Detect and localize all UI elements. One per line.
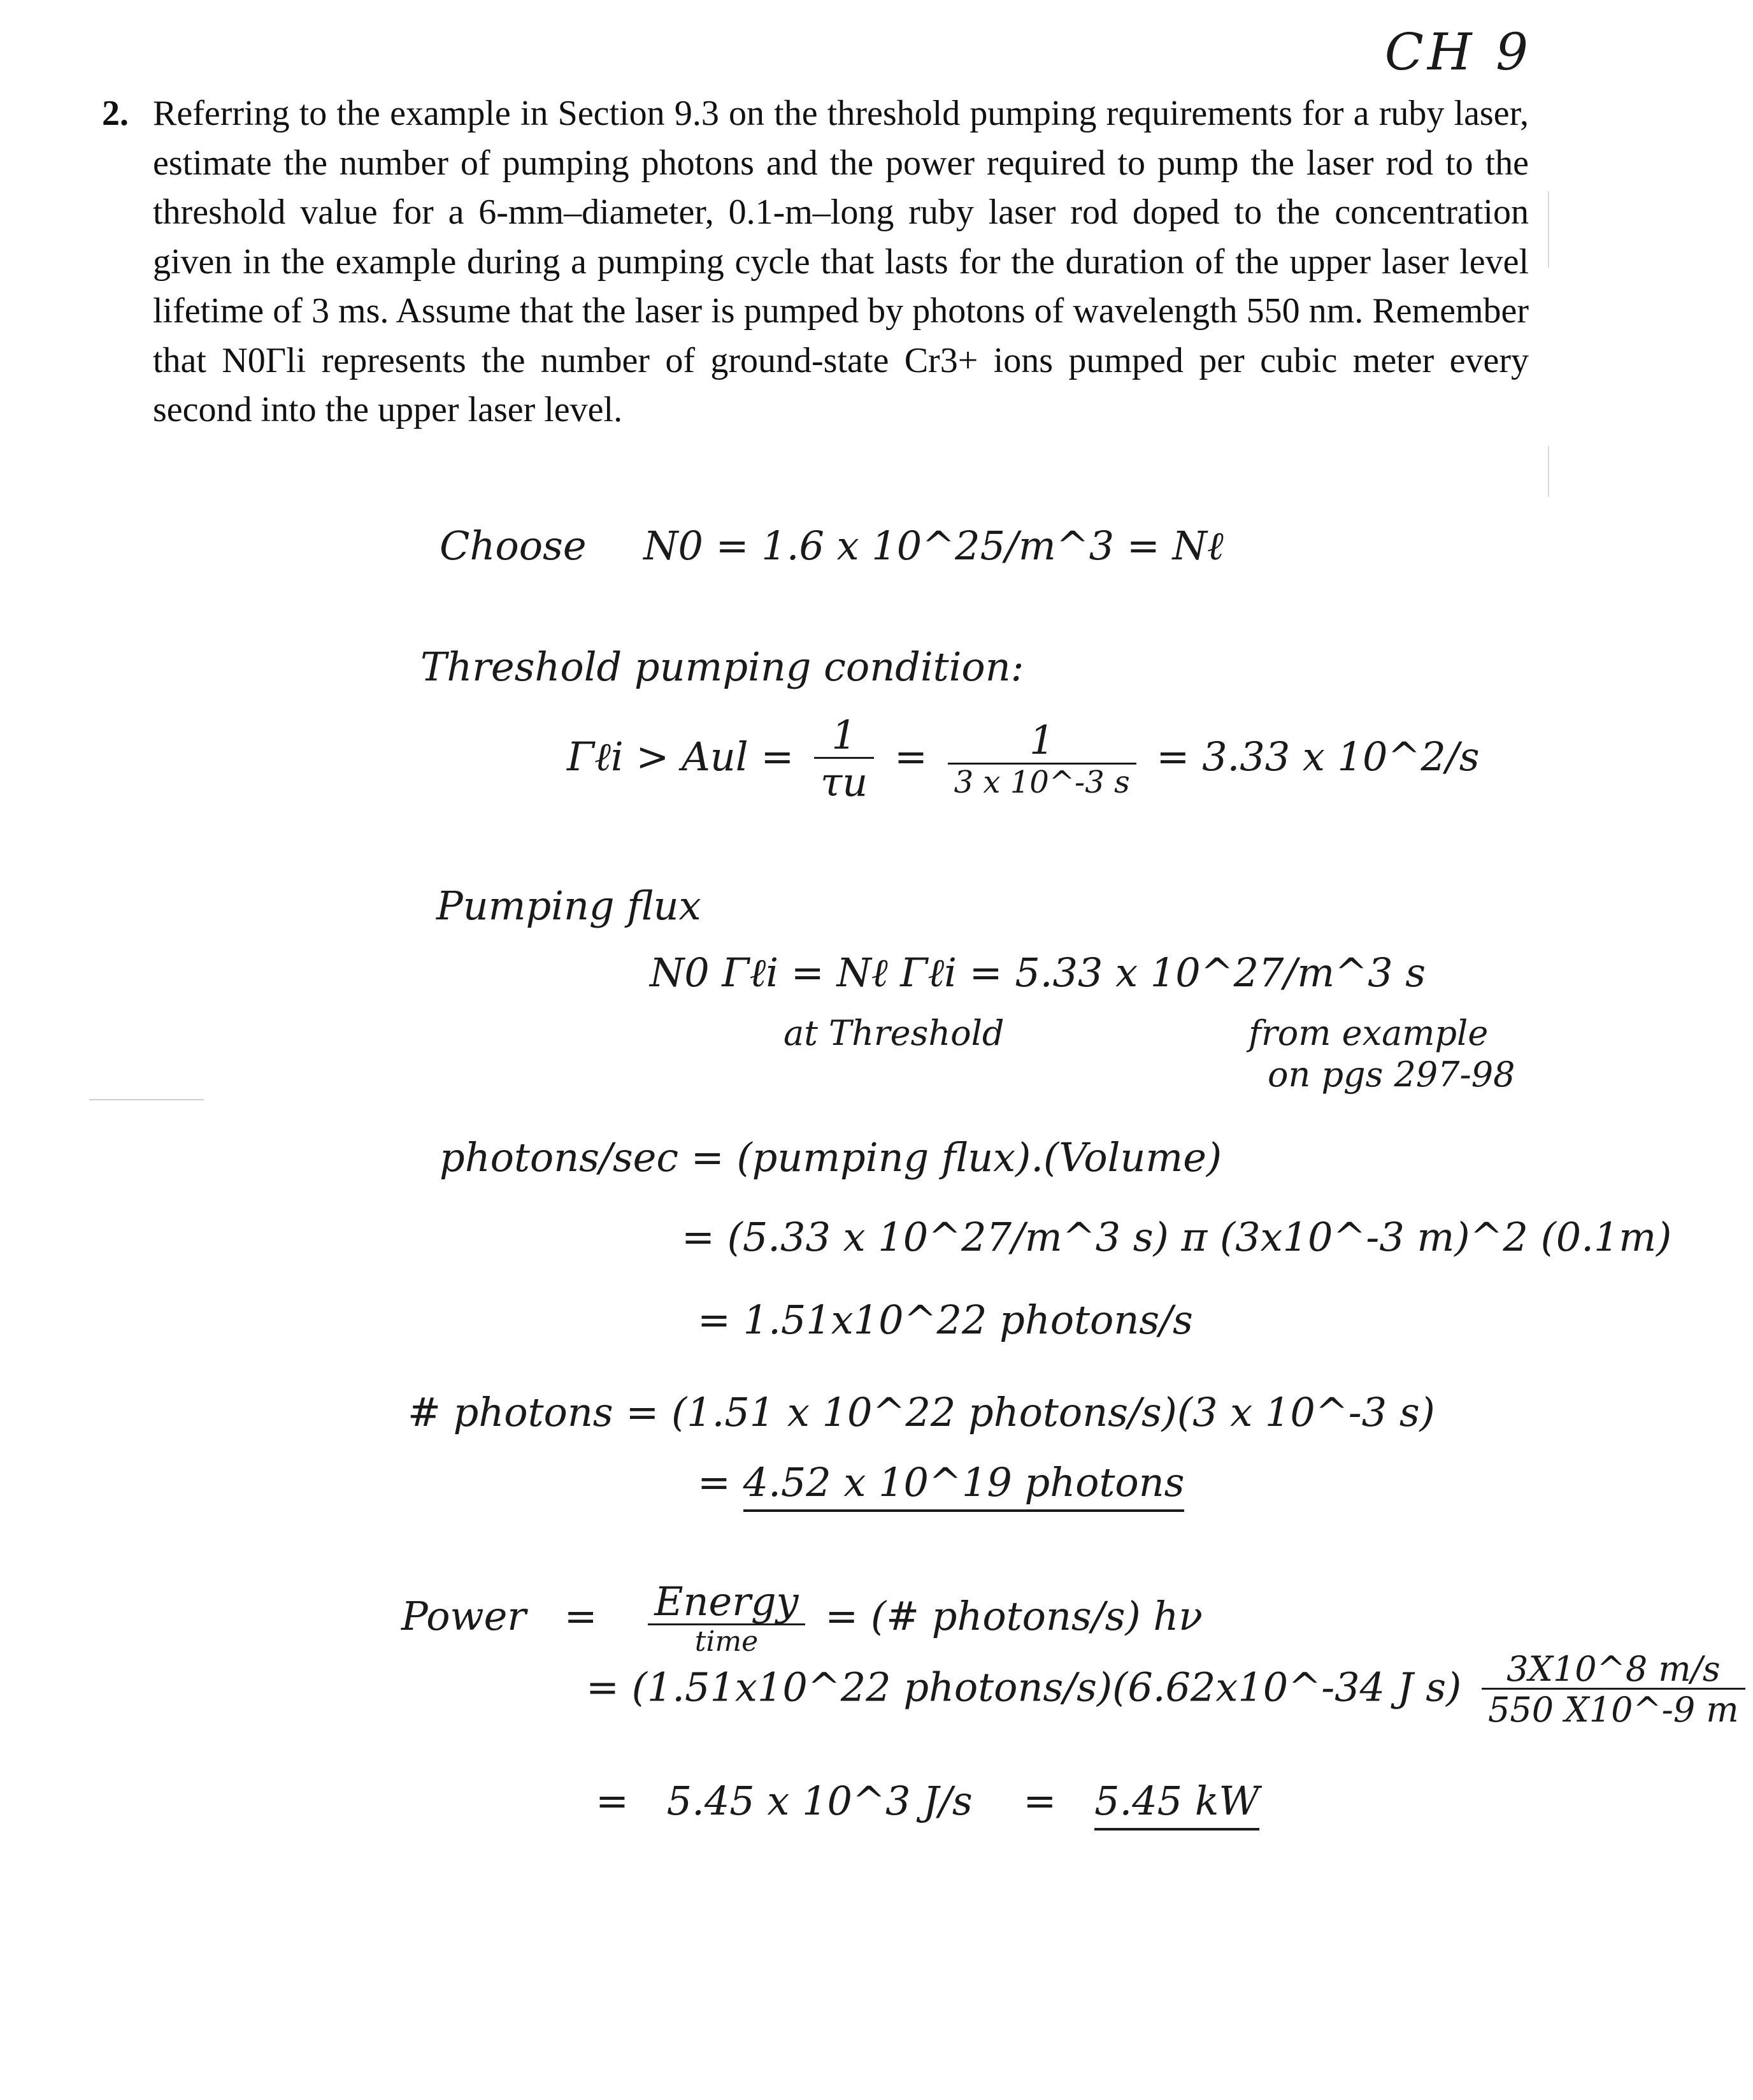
power-result-line: = 5.45 x 10^3 J/s = 5.45 kW xyxy=(596,1778,1259,1824)
energy-label: Energy xyxy=(648,1580,805,1625)
flux-value: 5.33 x 10^27/m^3 s xyxy=(1015,949,1426,996)
threshold-heading: Threshold pumping condition: xyxy=(420,644,1024,690)
power-definition: (# photons/s) hν xyxy=(870,1593,1203,1640)
num-photons-result-line: = 4.52 x 10^19 photons xyxy=(698,1459,1184,1506)
photons-per-sec-calc-line: = (5.33 x 10^27/m^3 s) π (3x10^-3 m)^2 (0.1m) xyxy=(682,1214,1672,1260)
one-over-tau xyxy=(814,714,874,807)
nl-gamma: Nℓ Γℓi xyxy=(836,949,957,996)
power-label: Power xyxy=(401,1593,526,1640)
energy-over-time xyxy=(648,1580,805,1659)
problem-statement xyxy=(102,89,1529,435)
photons-per-sec-result-line: = 1.51x10^22 photons/s xyxy=(698,1297,1193,1343)
num-photons-label: # photons xyxy=(408,1389,613,1435)
at-threshold-note: at Threshold xyxy=(783,1013,1005,1053)
three-ms: 3 x 10^-3 s xyxy=(954,764,1130,800)
num-photons-result: 4.52 x 10^19 photons xyxy=(743,1459,1185,1512)
scan-margin-mark xyxy=(1548,446,1549,497)
threshold-condition: Γℓi > Aul = $\frac{1}{\tau u}$ = $\frac{1}{3 x 10\^{}-3 s}$ = 3.33 x 10^2/s xyxy=(567,712,1480,806)
n0-gamma: N0 Γℓi xyxy=(650,949,779,996)
pumping-flux-heading: Pumping flux xyxy=(436,882,701,929)
power-result-js: 5.45 x 10^3 J/s xyxy=(666,1778,973,1824)
wavelength: 550 X10^-9 m xyxy=(1488,1690,1739,1730)
scan-artifact xyxy=(89,1099,204,1100)
num-photons-line: # photons = (1.51 x 10^22 photons/s)(3 x 10^-3 s) xyxy=(408,1389,1435,1435)
speed-of-light: 3X10^8 m/s xyxy=(1482,1650,1745,1690)
tau-u: τu xyxy=(820,759,868,806)
rate-result: 3.33 x 10^2/s xyxy=(1202,733,1480,780)
c-over-lambda xyxy=(1482,1650,1745,1731)
numerator-one-b: 1 xyxy=(948,719,1136,764)
scan-margin-mark xyxy=(1548,191,1549,268)
photons-per-sec-line: photons/sec = (pumping flux).(Volume) xyxy=(440,1134,1222,1181)
gamma-li: Γℓi xyxy=(567,733,624,780)
time-label: time xyxy=(694,1625,759,1658)
choose-label: Choose xyxy=(440,522,587,569)
power-calc-line: = (1.51x10^22 photons/s)(6.62x10^-34 J s) $\frac{3X10\^{}8 m/s}{550 X10\^{}-9 m}$ xyxy=(586,1650,1753,1731)
photons-per-sec-result: 1.51x10^22 photons/s xyxy=(743,1297,1193,1343)
numerator-one: 1 xyxy=(814,714,874,759)
power-calc-a: (1.51x10^22 photons/s)(6.62x10^-34 J s) xyxy=(631,1664,1462,1711)
aul-symbol: Aul xyxy=(682,733,748,780)
problem-text: Referring to the example in Section 9.3 on the threshold pumping requirements for a ruby laser, estimate the number of pumping photons and the power required to pump the laser rod to the threshold value for a 6-mm–diameter, 0.1-m–long ruby laser rod doped to the concentration given in the example during a pumping cycle that lasts for the duration of the upper laser level lifetime of 3 ms. Assume that the laser is pumped by photons of wavelength 550 nm. Remember that N0Γli represents the number of ground-state Cr3+ ions pumped per cubic meter every second into the upper laser level. xyxy=(153,94,1529,429)
from-example-note: from example xyxy=(1249,1013,1489,1053)
pumping-flux-equation: N0 Γℓi = Nℓ Γℓi = 5.33 x 10^27/m^3 s xyxy=(650,949,1426,996)
one-over-three-ms xyxy=(948,719,1136,801)
page-reference-note: on pgs 297-98 xyxy=(1268,1054,1515,1095)
chapter-label: CH 9 xyxy=(1384,22,1532,82)
choose-line xyxy=(440,522,1224,570)
photons-per-sec-definition: (pumping flux).(Volume) xyxy=(736,1134,1222,1181)
power-line: Power = $\frac{\text{Energy}}{\text{time}}$ = (# photons/s) hν xyxy=(401,1578,1203,1658)
num-photons-calc: (1.51 x 10^22 photons/s)(3 x 10^-3 s) xyxy=(671,1389,1435,1435)
power-result-kw: 5.45 kW xyxy=(1094,1778,1259,1830)
photons-per-sec-label: photons/sec xyxy=(440,1134,679,1181)
problem-number: 2. xyxy=(102,94,129,133)
photons-per-sec-calc: (5.33 x 10^27/m^3 s) π (3x10^-3 m)^2 (0.1m) xyxy=(727,1214,1672,1260)
n0-equation: N0 = 1.6 x 10^25/m^3 = Nℓ xyxy=(643,522,1224,569)
